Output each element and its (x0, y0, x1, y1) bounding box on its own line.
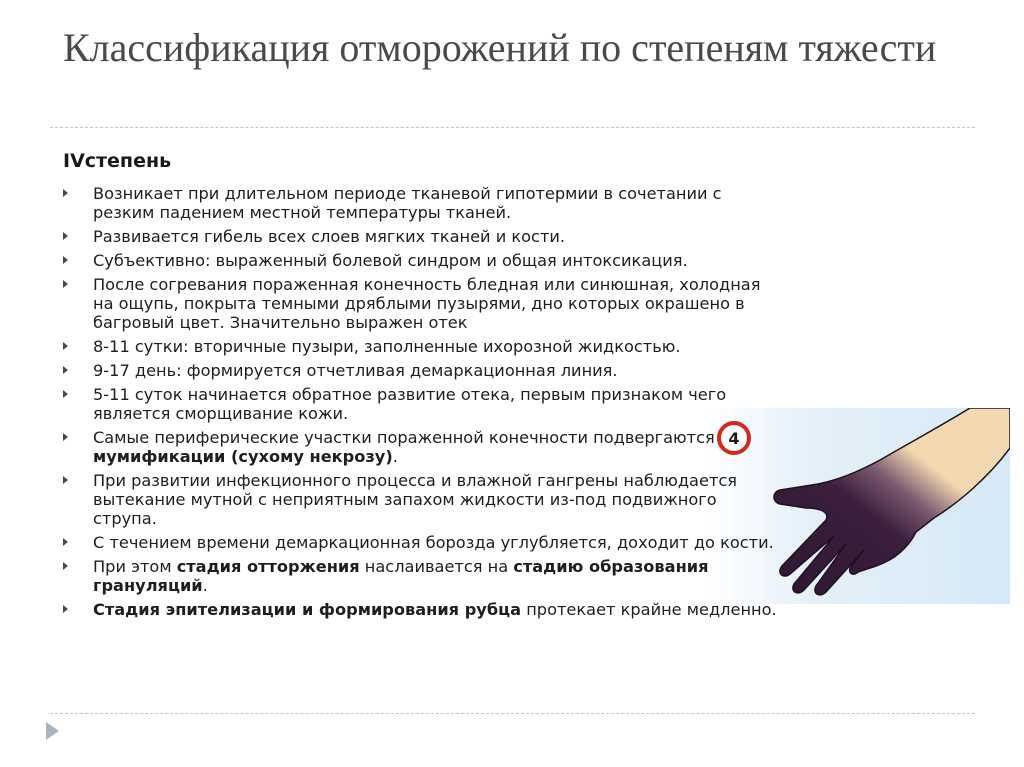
bullet-text: 9-17 день: формируется отчетливая демаркационная линия. (93, 361, 618, 380)
bullet-text: Возникает при длительном периоде тканевой гипотермии в сочетании с резким падением местной температуры тканей. (93, 184, 722, 222)
list-item (63, 533, 778, 552)
bullet-bold-text: стадия отторжения (176, 557, 360, 576)
bullet-text: Субъективно: выраженный болевой синдром и общая интоксикация. (93, 251, 688, 270)
triangle-bullet-icon (63, 342, 68, 350)
bullet-list (63, 184, 778, 624)
list-item (63, 557, 778, 595)
triangle-bullet-icon (63, 280, 68, 288)
list-item (63, 428, 778, 466)
triangle-bullet-icon (63, 433, 68, 441)
list-item (63, 600, 778, 619)
bullet-text: . (392, 447, 398, 466)
slide-title: Классификация отморожений по степеням тяжести (63, 25, 937, 70)
bullet-text: Развивается гибель всех слоев мягких тканей и кости. (93, 227, 566, 246)
bullet-bold-text: мумификации (сухому некрозу) (93, 447, 393, 466)
triangle-bullet-icon (63, 366, 68, 374)
title-divider (50, 127, 975, 128)
list-item (63, 251, 778, 270)
bullet-text: 5-11 суток начинается обратное развитие отека, первым признаком чего является сморщивание кожи. (93, 385, 727, 423)
section-title: IVстепень (63, 150, 172, 172)
bullet-text: наслаивается на (359, 557, 514, 576)
next-slide-arrow-icon[interactable] (46, 722, 59, 740)
bullet-text: С течением времени демаркационная борозда углубляется, доходит до кости. (93, 533, 774, 552)
triangle-bullet-icon (63, 538, 68, 546)
list-item (63, 227, 778, 246)
list-item (63, 361, 778, 380)
bullet-text: После согревания пораженная конечность бледная или синюшная, холодная на ощупь, покрыта темными дряблыми пузырями, дно которых окрашено в багровый цвет. Значительно выражен отек (93, 275, 761, 332)
list-item (63, 337, 778, 356)
triangle-bullet-icon (63, 390, 68, 398)
footer-divider (50, 713, 975, 714)
list-item (63, 275, 778, 332)
triangle-bullet-icon (63, 605, 68, 613)
degree-badge-label: 4 (728, 429, 740, 448)
bullet-text: . (202, 576, 208, 595)
triangle-bullet-icon (63, 232, 68, 240)
bullet-bold-text: стадию образования грануляций (93, 557, 709, 595)
triangle-bullet-icon (63, 256, 68, 264)
triangle-bullet-icon (63, 189, 68, 197)
bullet-bold-text: Стадия эпителизации и формирования рубца (93, 600, 522, 619)
list-item (63, 471, 778, 528)
list-item (63, 184, 778, 222)
bullet-text: При этом (93, 557, 177, 576)
bullet-text: 8-11 сутки: вторичные пузыри, заполненные ихорозной жидкостью. (93, 337, 681, 356)
list-item (63, 385, 778, 423)
bullet-text: При развитии инфекционного процесса и влажной гангрены наблюдается вытекание мутной с неприятным запахом жидкости из-под подвижного струпа. (93, 471, 738, 528)
triangle-bullet-icon (63, 562, 68, 570)
bullet-text: Самые периферические участки пораженной конечности подвергаются (93, 428, 715, 447)
bullet-text: протекает крайне медленно. (521, 600, 777, 619)
triangle-bullet-icon (63, 476, 68, 484)
